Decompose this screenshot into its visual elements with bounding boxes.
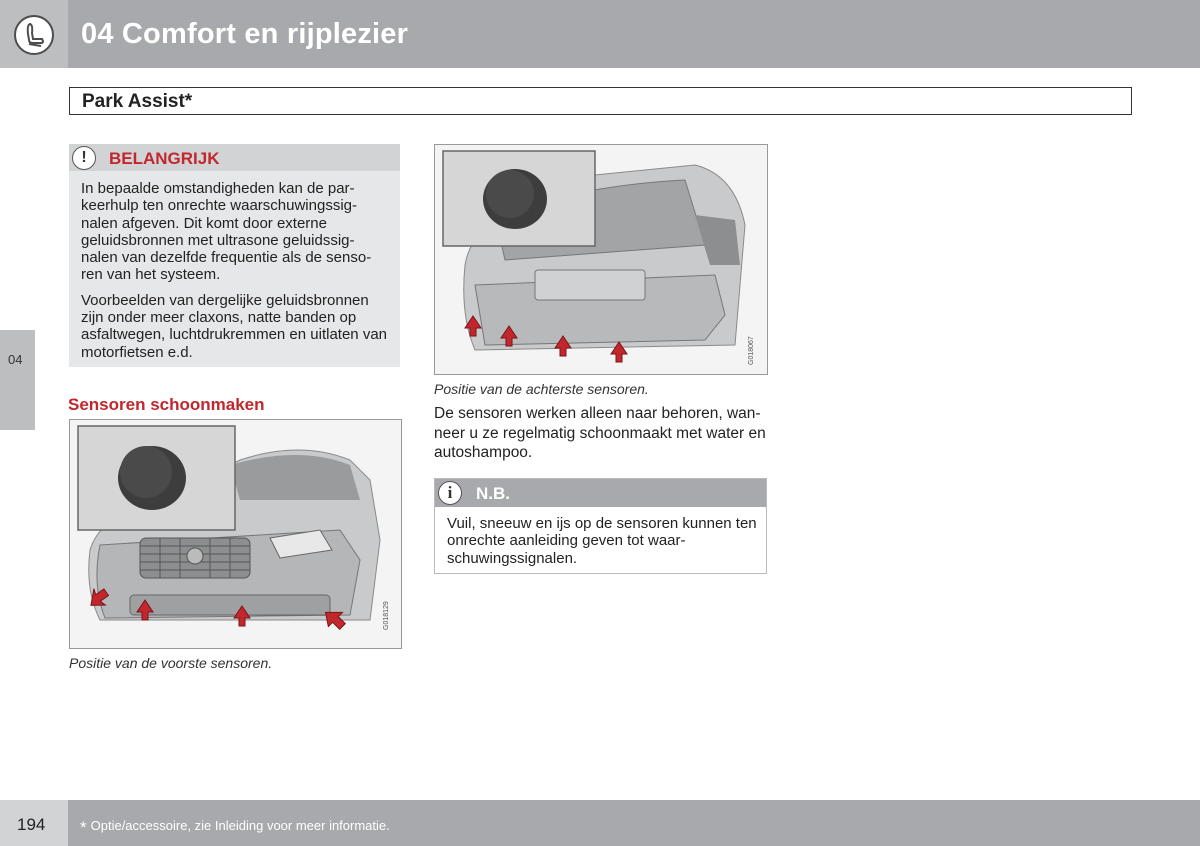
chapter-icon-box [0, 0, 68, 68]
cleaning-heading: Sensoren schoonmaken [68, 395, 265, 414]
front-figure-code: G018129 [383, 601, 390, 630]
warning-title: BELANGRIJK [109, 149, 220, 168]
warning-text [81, 180, 391, 369]
rear-car-illustration [435, 145, 768, 375]
rear-figure-caption: Positie van de achterste sensoren. [434, 381, 649, 397]
warning-box [69, 144, 400, 367]
front-sensors-figure [69, 419, 402, 649]
cleaning-body-text: De sensoren werken alleen naar behoren, wan-neer u ze regelmatig schoonmaakt met water en autoshampoo. [434, 405, 766, 461]
chapter-title: 04 Comfort en rijplezier [81, 18, 409, 50]
section-title-box [69, 87, 1132, 115]
note-title: N.B. [476, 484, 510, 503]
footnote-star: * [80, 818, 87, 837]
note-box [434, 478, 767, 574]
rear-sensors-figure [434, 144, 768, 375]
chapter-side-tab [0, 330, 35, 430]
rear-figure-code: G018067 [748, 336, 755, 365]
info-icon: i [438, 481, 462, 505]
warning-paragraph: Voorbeelden van dergelijke geluidsbronnen zijn onder meer claxons, natte banden op asfaltwegen, luchtdrukremmen en uitlaten van motorfietsen e.d. [81, 291, 388, 361]
section-title: Park Assist* [82, 91, 193, 112]
side-tab-label: 04 [8, 352, 23, 367]
warning-paragraph: In bepaalde omstandigheden kan de par-keerhulp ten onrechte waarschuwingssig-nalen afgeven. Dit komt door externe geluidsbronnen met ultrasone geluidssig-nalen van dezelfde frequentie als de senso-ren van het systeem. [81, 180, 372, 284]
seat-icon [14, 15, 54, 55]
exclamation-icon: ! [72, 146, 96, 170]
front-car-illustration [70, 420, 402, 649]
note-text: Vuil, sneeuw en ijs op de sensoren kunnen ten onrechte aanleiding geven tot waar-schuwingssignalen. [447, 515, 757, 567]
warning-header [69, 144, 400, 171]
footnote [80, 818, 390, 838]
page-number: 194 [17, 815, 46, 834]
front-figure-caption: Positie van de voorste sensoren. [69, 655, 273, 671]
note-header [435, 479, 766, 507]
footnote-text: Optie/accessoire, zie Inleiding voor meer informatie. [90, 818, 390, 833]
